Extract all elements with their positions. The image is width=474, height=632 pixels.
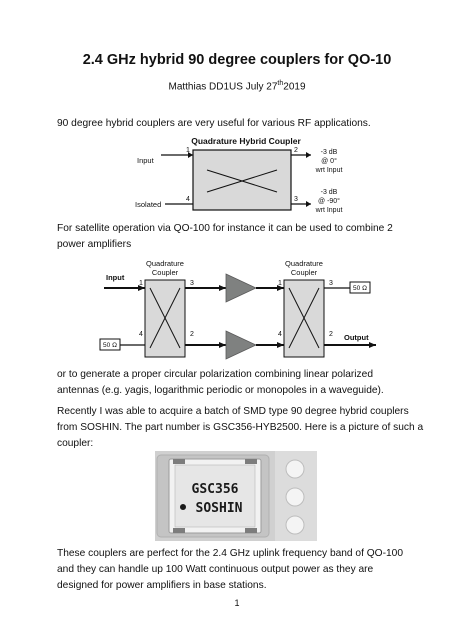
page-number: 1: [234, 598, 240, 608]
photo-sprocket-hole-1: [286, 460, 304, 478]
photo-pin1-dot: [180, 504, 186, 510]
figure2-right-coupler-label-1: Quadrature: [285, 259, 323, 268]
figure2-left-load-label: 50 Ω: [103, 342, 117, 349]
figure1-output1-arrow: [306, 152, 311, 158]
figure2-right-port-2: 2: [329, 331, 333, 338]
figure2-left-port-4: 4: [139, 331, 143, 338]
figure-amplifier-combiner: [98, 256, 384, 364]
paragraph-acquired-line-2: from SOSHIN. The part number is GSC356-HYB2500. Here is a picture of such a: [57, 422, 424, 433]
paragraph-satellite-line-1: For satellite operation via QO-100 for instance it can be used to combine 2: [57, 223, 393, 234]
figure2-left-port-2: 2: [190, 331, 194, 338]
figure-quadrature-hybrid-coupler: [133, 134, 353, 220]
figure1-port-1: 1: [186, 147, 190, 154]
figure2-upper-amplifier: [226, 274, 256, 302]
figure1-out1-phase: @ 0°: [321, 158, 337, 165]
photo-pad-4: [245, 528, 257, 533]
author-name: Matthias DD1US July 27: [168, 81, 278, 93]
figure1-isolated-label: Isolated: [135, 200, 162, 209]
figure2-lower-link-arrow: [219, 342, 226, 348]
figure1-port-3: 3: [294, 196, 298, 203]
figure1-port-4: 4: [186, 196, 190, 203]
photo-marking-line-2: SOSHIN: [195, 501, 243, 516]
paragraph-conclusion-line-2: and they can handle up 100 Watt continuous output power as they are: [57, 564, 374, 575]
figure2-right-coupler-label-2: Coupler: [290, 268, 318, 277]
paragraph-polarization: [57, 367, 427, 399]
paragraph-conclusion: [57, 546, 427, 594]
figure1-coupler-box: [193, 150, 291, 210]
photo-pad-3: [173, 528, 185, 533]
paragraph-intro-text: 90 degree hybrid couplers are very useful for various RF applications.: [57, 118, 371, 129]
figure1-out2-ref: wrt Input: [315, 207, 343, 214]
figure1-port-2: 2: [294, 147, 298, 154]
figure1-output2-arrow: [306, 201, 311, 207]
paragraph-satellite: [57, 221, 427, 253]
photo-marking-line-1: GSC356: [191, 482, 239, 497]
figure1-input-label: Input: [137, 156, 154, 165]
figure1-out1-ref: wrt Input: [315, 167, 343, 174]
paragraph-acquired-line-1: Recently I was able to acquire a batch of SMD type 90 degree hybrid couplers: [57, 406, 409, 417]
photo-pad-2: [245, 459, 257, 464]
figure2-input-label: Input: [106, 273, 125, 282]
figure2-left-port-3: 3: [190, 280, 194, 287]
figure2-lower-amplifier: [226, 331, 256, 359]
page-title: 2.4 GHz hybrid 90 degree couplers for QO-10: [82, 52, 392, 68]
coupler-photo-drawing: [155, 451, 317, 541]
figure1-title: Quadrature Hybrid Coupler: [191, 136, 301, 146]
coupler-photo: [155, 451, 317, 541]
author-date-suffix: th: [277, 80, 284, 87]
author-line: [0, 80, 474, 92]
paragraph-acquired: [57, 404, 427, 452]
paragraph-conclusion-line-3: designed for power amplifiers in base stations.: [57, 580, 267, 591]
figure2-left-port-1: 1: [139, 280, 143, 287]
paragraph-conclusion-line-1: These couplers are perfect for the 2.4 GHz uplink frequency band of QO-100: [57, 548, 403, 559]
paragraph-intro: [57, 116, 427, 132]
paragraph-satellite-line-2: power amplifiers: [57, 239, 132, 250]
paragraph-acquired-line-3: coupler:: [57, 438, 94, 449]
figure2-output-label: Output: [344, 333, 369, 342]
figure2-output-arrow: [369, 342, 376, 348]
figure1-out2-db: -3 dB: [320, 189, 338, 196]
figure2-right-load-label: 50 Ω: [353, 285, 367, 292]
figure2-lower-link-out-arrow: [277, 342, 284, 348]
paragraph-polarization-line-2: antennas (e.g. yagis, logarithmic periodic or monopoles in a waveguide).: [57, 385, 384, 396]
photo-pad-1: [173, 459, 185, 464]
photo-sprocket-hole-2: [286, 488, 304, 506]
figure2-right-port-1: 1: [278, 280, 282, 287]
figure2-right-port-3: 3: [329, 280, 333, 287]
figure2-left-coupler-label-2: Coupler: [151, 268, 179, 277]
figure1-out1-db: -3 dB: [320, 149, 338, 156]
photo-sprocket-hole-3: [286, 516, 304, 534]
figure2-upper-link-arrow: [219, 285, 226, 291]
figure1-out2-phase: @ -90°: [318, 198, 340, 205]
author-year: 2019: [283, 81, 306, 93]
figure2-left-coupler-label-1: Quadrature: [146, 259, 184, 268]
paragraph-polarization-line-1: or to generate a proper circular polarization combining linear polarized: [57, 369, 373, 380]
figure2-right-port-4: 4: [278, 331, 282, 338]
